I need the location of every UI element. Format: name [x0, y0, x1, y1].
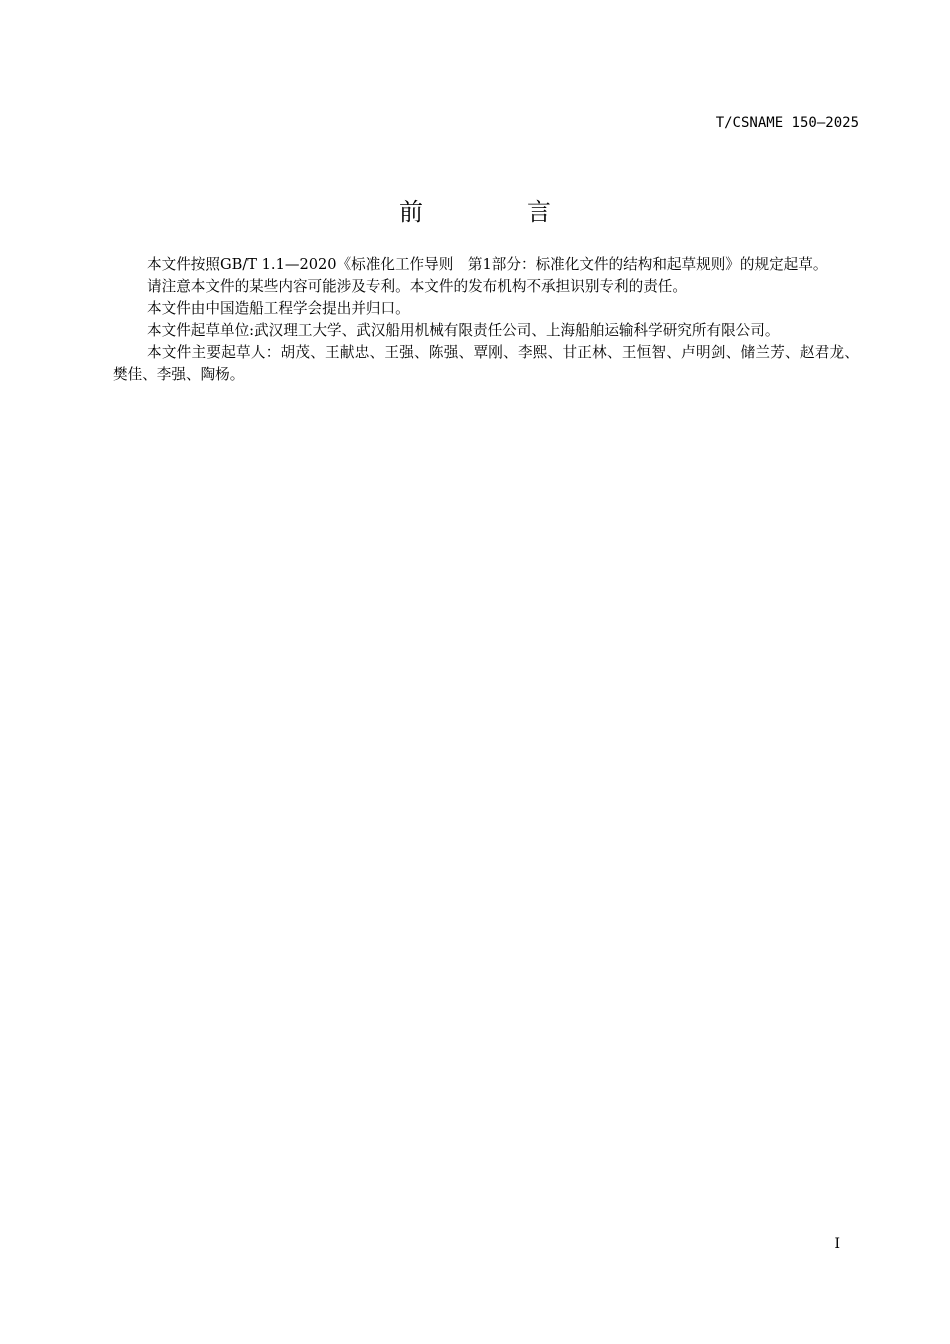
paragraph-drafting-units: 本文件起草单位:武汉理工大学、武汉船用机械有限责任公司、上海船舶运输科学研究所有限公司。	[147, 322, 780, 339]
page-number: I	[834, 1236, 840, 1252]
page-title: 前 言	[399, 198, 591, 226]
paragraph-drafting-rules: 本文件按照GB/T 1.1—2020《标准化工作导则 第1部分：标准化文件的结构和起草规则》的规定起草。	[147, 256, 828, 273]
paragraph-patent-notice: 请注意本文件的某些内容可能涉及专利。本文件的发布机构不承担识别专利的责任。	[147, 278, 687, 295]
preface-body	[113, 254, 859, 386]
paragraph-proposer: 本文件由中国造船工程学会提出并归口。	[147, 300, 410, 317]
standard-code: T/CSNAME 150—2025	[715, 115, 859, 131]
paragraph-drafters: 本文件主要起草人：胡茂、王献忠、王强、陈强、覃刚、李熙、甘正林、王恒智、卢明剑、储兰芳、赵君龙、樊佳、李强、陶杨。	[113, 344, 859, 383]
